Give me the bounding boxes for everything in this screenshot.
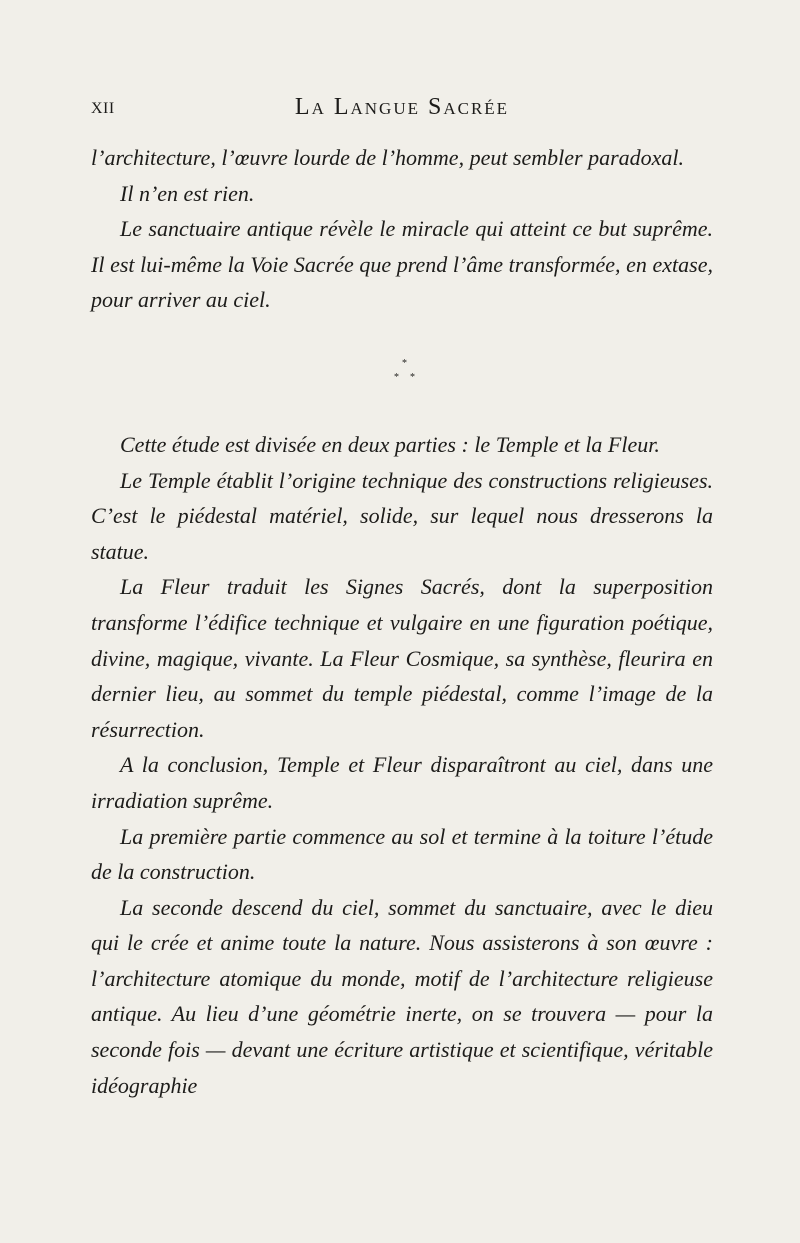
asterisk-icon: * xyxy=(394,371,399,383)
page-number: XII xyxy=(91,100,115,117)
asterisk-icon: * xyxy=(402,357,407,369)
asterisk-icon: * xyxy=(410,371,415,383)
body-text xyxy=(91,140,713,1103)
paragraph: l’architecture, l’œuvre lourde de l’homme, peut sembler paradoxal. xyxy=(91,145,685,170)
asterism-divider xyxy=(91,353,713,427)
paragraph: Le sanctuaire antique révèle le miracle qui atteint ce but suprême. Il est lui-même la Voie Sacrée que prend l’âme transformée, en extase, pour arriver au ciel. xyxy=(91,216,713,313)
paragraph: Le Temple établit l’origine technique des constructions religieuses. C’est le piédestal matériel, solide, sur lequel nous dresserons la statue. xyxy=(91,467,713,564)
paragraph: Cette étude est divisée en deux parties : le Temple et la Fleur. xyxy=(120,431,660,457)
paragraph: A la conclusion, Temple et Fleur disparaîtront au ciel, dans une irradiation suprême. xyxy=(91,752,713,813)
running-title: La Langue Sacrée xyxy=(294,94,510,120)
paragraph: La première partie commence au sol et termine à la toiture l’étude de la construction. xyxy=(91,823,713,885)
paragraph: Il n’en est rien. xyxy=(120,180,255,206)
paragraph: La Fleur traduit les Signes Sacrés, dont la superposition transforme l’édifice technique et vulgaire en une figuration poétique, divine, magique, vivante. La Fleur Cosmique, sa synthèse, fleurira en dernier lieu, au sommet du temple piédestal, comme l’image de la résurrection. xyxy=(91,574,713,742)
running-head xyxy=(91,94,713,124)
paragraph: La seconde descend du ciel, sommet du sanctuaire, avec le dieu qui le crée et anime toute la nature. Nous assisterons à son œuvre : l’architecture atomique du monde, motif de l’architecture religieuse antique. Au lieu d’une géométrie inerte, on se trouvera — pour la seconde fois — devant une écriture artistique et scientifique, véritable idéographie xyxy=(91,894,713,1098)
